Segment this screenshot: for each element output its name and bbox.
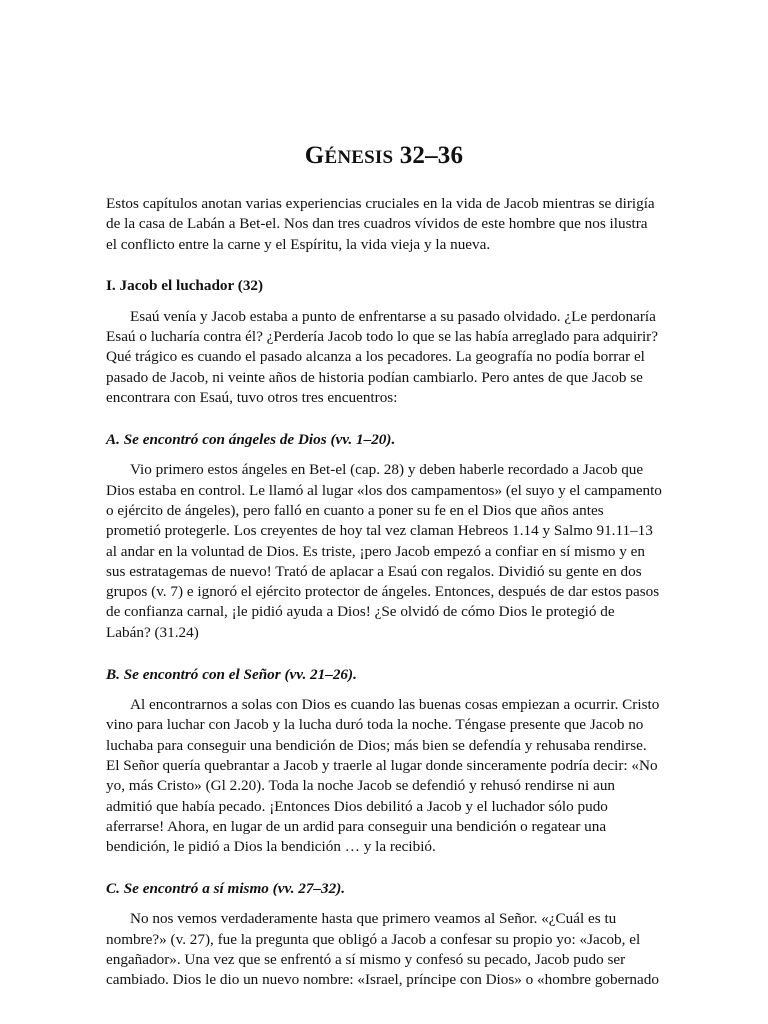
page-title bbox=[106, 138, 662, 176]
subsection-b-heading: B. Se encontró con el Señor (vv. 21–26). bbox=[106, 666, 357, 684]
subsection-a-paragraph: Vio primero estos ángeles en Bet-el (cap. 28) y deben haberle recordado a Jacob que Dios estaba en control. Le llamó al lugar «los dos campamentos» (el suyo y el campamento o ejército de ángeles), pero falló en cuanto a poner su fe en el Dios que años antes prometió protegerle. Los creyentes de hoy tal vez claman Hebreos 1.14 y Salmo 91.11–13 al andar en la voluntad de Dios. Es triste, ¡pero Jacob empezó a confiar en sí mismo y en sus estratagemas de nuevo! Trató de aplacar a Esaú con regalos. Dividió su gente en dos grupos (v. 7) e ignoró el ejército protector de ángeles. Entonces, después de dar estos pasos de confianza carnal, ¡le pidió ayuda a Dios! ¿Se olvidó de cómo Dios le protegió de Labán? (31.24) bbox=[106, 461, 662, 641]
title-chapters: 32–36 bbox=[393, 142, 464, 169]
document-page bbox=[106, 138, 662, 991]
title-small-caps: ÉNESIS bbox=[324, 147, 394, 168]
subsection-a-heading: A. Se encontró con ángeles de Dios (vv. 1–20). bbox=[106, 431, 396, 449]
subsection-b-paragraph: Al encontrarnos a solas con Dios es cuando las buenas cosas empiezan a ocurrir. Cristo vino para luchar con Jacob y la lucha duró toda la noche. Téngase presente que Jacob no luchaba para conseguir una bendición de Dios; más bien se defendía y rehusaba rendirse. El Señor quería quebrantar a Jacob y traerle al lugar donde sinceramente podría decir: «No yo, más Cristo» (Gl 2.20). Toda la noche Jacob se defendió y rehusó rendirse ni aun admitió que había pecado. ¡Entonces Dios debilitó a Jacob y el luchador sólo pudo aferrarse! Ahora, en lugar de un ardid para conseguir una bendición o regatear una bendición, le pidió a Dios la bendición … y la recibió. bbox=[106, 696, 660, 856]
title-initial: G bbox=[304, 142, 325, 169]
subsection-c-heading: C. Se encontró a sí mismo (vv. 27–32). bbox=[106, 880, 346, 898]
section-paragraph: Esaú venía y Jacob estaba a punto de enfrentarse a su pasado olvidado. ¿Le perdonaría Esaú o lucharía contra él? ¿Perdería Jacob todo lo que se las había arreglado para adquirir? Qué trágico es cuando el pasado alcanza a los pecadores. La geografía no podía borrar el pasado de Jacob, ni veinte años de historia podían cambiarlo. Pero antes de que Jacob se encontrara con Esaú, tuvo otros tres encuentros: bbox=[106, 307, 658, 407]
intro-paragraph: Estos capítulos anotan varias experiencias cruciales en la vida de Jacob mientras se dirigía de la casa de Labán a Bet-el. Nos dan tres cuadros vívidos de este hombre que nos ilustra el conflicto entre la carne y el Espíritu, la vida vieja y la nueva. bbox=[106, 195, 655, 253]
subsection-c-paragraph: No nos vemos verdaderamente hasta que primero veamos al Señor. «¿Cuál es tu nombre?» (v. 27), fue la pregunta que obligó a Jacob a confesar su propio yo: «Jacob, el engañador». Una vez que se enfrentó a sí mismo y confesó su pecado, Jacob pudo ser cambiado. Dios le dio un nuevo nombre: «Israel, príncipe con Dios» o «hombre gobernado bbox=[106, 910, 659, 989]
section-heading: I. Jacob el luchador (32) bbox=[106, 276, 264, 294]
